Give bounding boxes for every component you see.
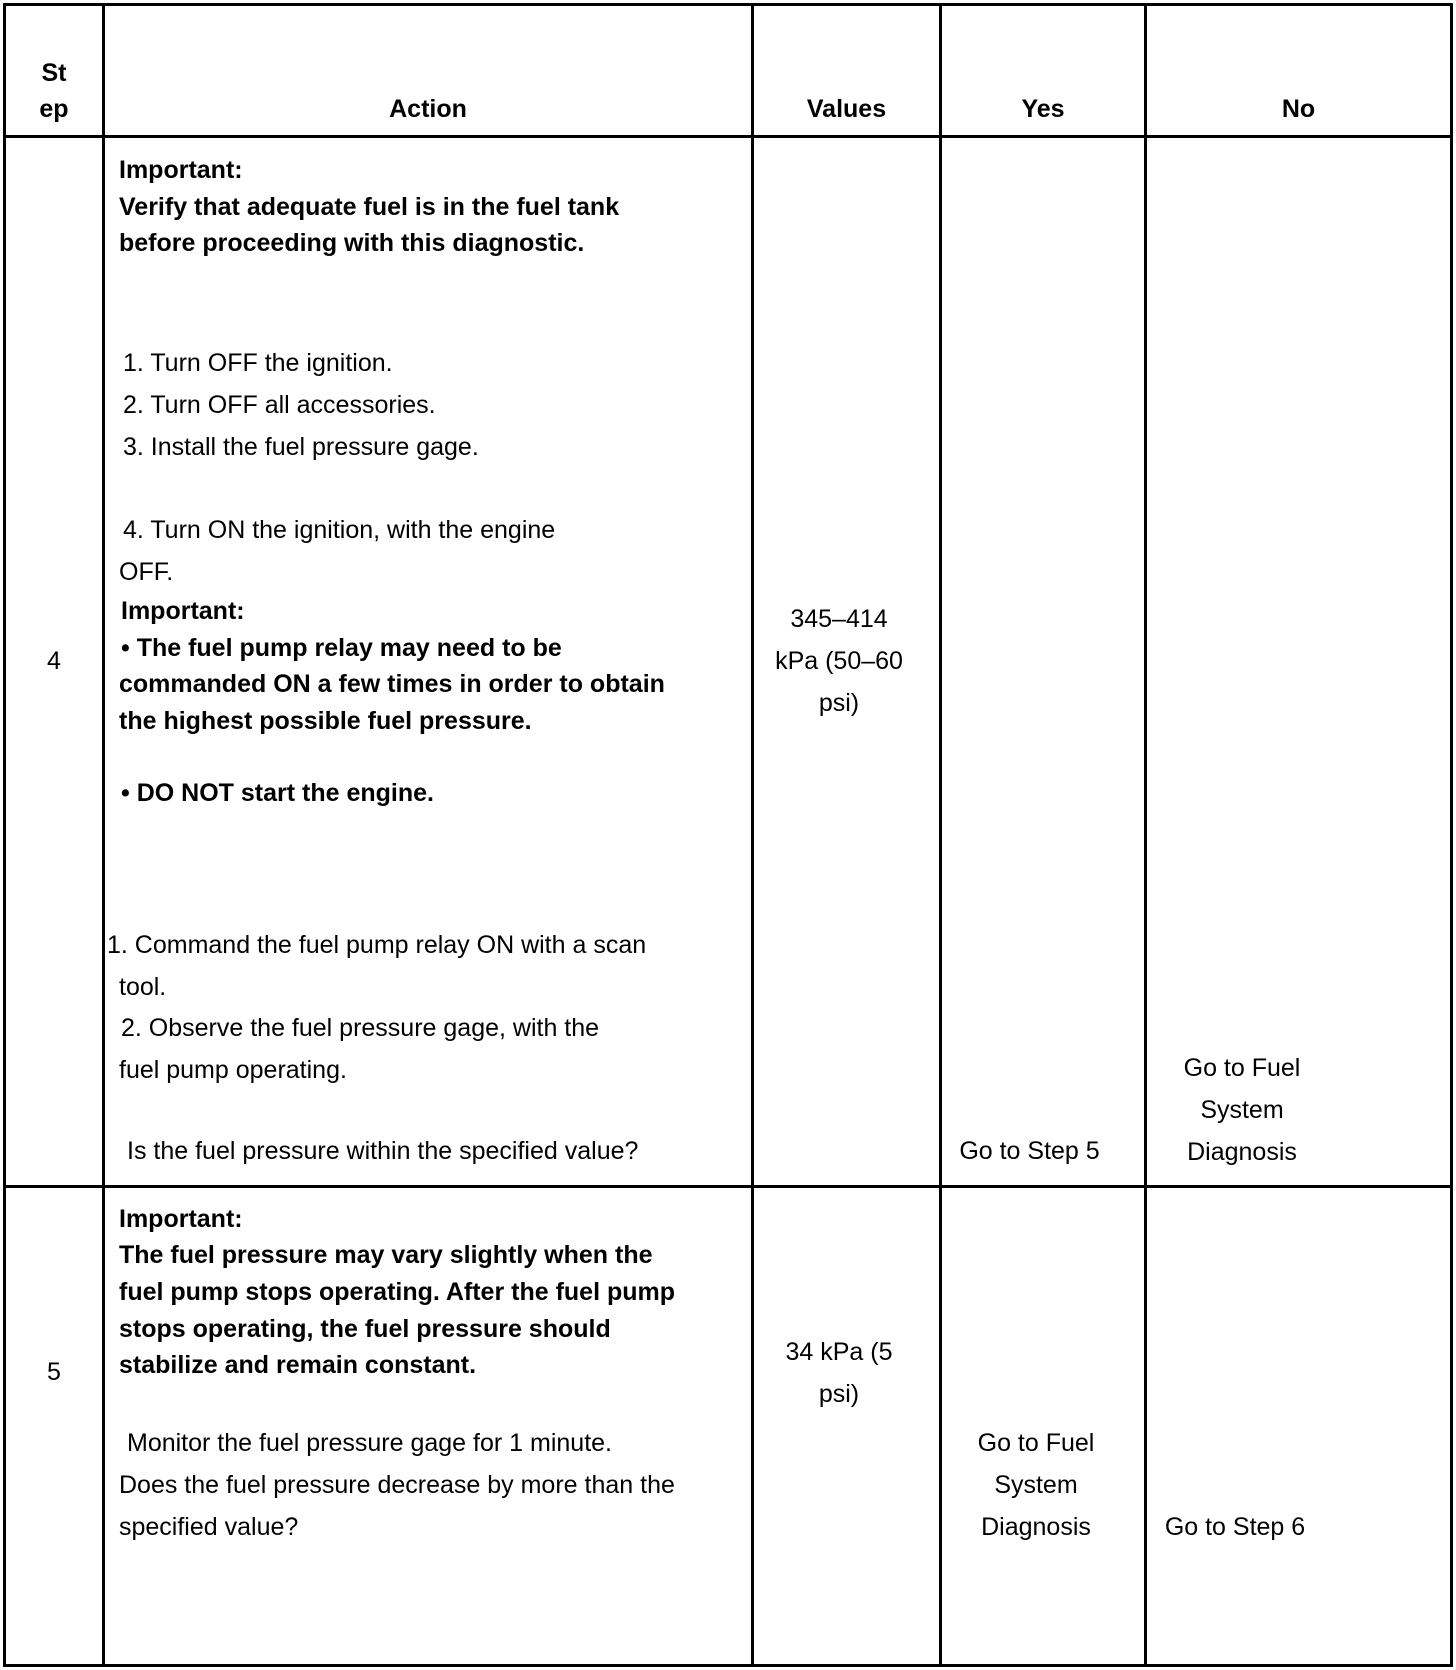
- row-4-step-b-1-line-1: 1. Command the fuel pump relay ON with a scan: [107, 931, 647, 959]
- row-5-important-line-2: fuel pump stops operating. After the fuel pump: [119, 1278, 676, 1306]
- row-4-step-2: 2. Turn OFF all accessories.: [123, 391, 436, 419]
- row-4-important-2-label: Important:: [121, 597, 245, 625]
- row-4-step-4-line-1: 4. Turn ON the ignition, with the engine: [123, 516, 556, 544]
- row-4-no: Go to Fuel System Diagnosis: [1183, 1054, 1301, 1166]
- table-border-bottom: [3, 1664, 1453, 1667]
- row-5-values: 34 kPa (5 psi): [785, 1338, 893, 1408]
- table-border-top: [3, 3, 1453, 6]
- row-4-important-line-2: before proceeding with this diagnostic.: [119, 229, 585, 257]
- row-4-question: Is the fuel pressure within the specified value?: [127, 1137, 639, 1165]
- row-4-bullet-1-line-2: commanded ON a few times in order to obtain: [119, 670, 665, 698]
- row-4-bullet-2: • DO NOT start the engine.: [121, 779, 434, 807]
- row-4-step-b-1-line-2: tool.: [119, 973, 167, 1001]
- column-divider-yes: [1144, 3, 1147, 1667]
- column-divider-values: [939, 3, 942, 1667]
- row-4-bullet-1-line-3: the highest possible fuel pressure.: [119, 707, 532, 735]
- row-4-yes: Go to Step 5: [959, 1137, 1100, 1165]
- column-divider-step: [102, 3, 105, 1667]
- row-5-instruction: Monitor the fuel pressure gage for 1 minute.: [127, 1429, 612, 1457]
- row-5-question-line-2: specified value?: [119, 1513, 299, 1541]
- row-4-important-label: Important:: [119, 156, 243, 184]
- row-divider: [3, 1185, 1453, 1188]
- row-4-step: 4: [47, 647, 61, 675]
- column-divider-action: [751, 3, 754, 1667]
- row-4-step-b-2-line-1: 2. Observe the fuel pressure gage, with the: [121, 1014, 600, 1042]
- row-5-question-line-1: Does the fuel pressure decrease by more than the: [119, 1471, 675, 1499]
- row-4-important-line-1: Verify that adequate fuel is in the fuel tank: [119, 193, 620, 221]
- row-5-no: Go to Step 6: [1164, 1513, 1306, 1541]
- row-5-important-line-3: stops operating, the fuel pressure should: [119, 1315, 611, 1343]
- row-4-bullet-1-line-1: • The fuel pump relay may need to be: [121, 634, 562, 662]
- row-4-step-b-2-line-2: fuel pump operating.: [119, 1056, 347, 1084]
- row-5-important-line-1: The fuel pressure may vary slightly when the: [119, 1241, 653, 1269]
- row-4-step-1: 1. Turn OFF the ignition.: [123, 349, 393, 377]
- table-border-left: [3, 3, 6, 1667]
- row-5-step: 5: [47, 1358, 61, 1386]
- table-border-right: [1450, 3, 1453, 1667]
- row-4-step-3: 3. Install the fuel pressure gage.: [123, 433, 479, 461]
- row-5-important-label: Important:: [119, 1205, 243, 1233]
- header-yes: Yes: [1021, 95, 1065, 123]
- row-5-yes: Go to Fuel System Diagnosis: [977, 1429, 1095, 1541]
- row-4-step-4-line-2: OFF.: [119, 558, 174, 586]
- header-divider: [3, 135, 1453, 138]
- header-no: No: [1281, 95, 1316, 123]
- header-step: St ep: [39, 59, 69, 123]
- header-values: Values: [806, 95, 887, 123]
- row-5-important-line-4: stabilize and remain constant.: [119, 1351, 477, 1379]
- header-action: Action: [389, 95, 467, 123]
- row-4-values: 345–414 kPa (50–60 psi): [775, 605, 903, 717]
